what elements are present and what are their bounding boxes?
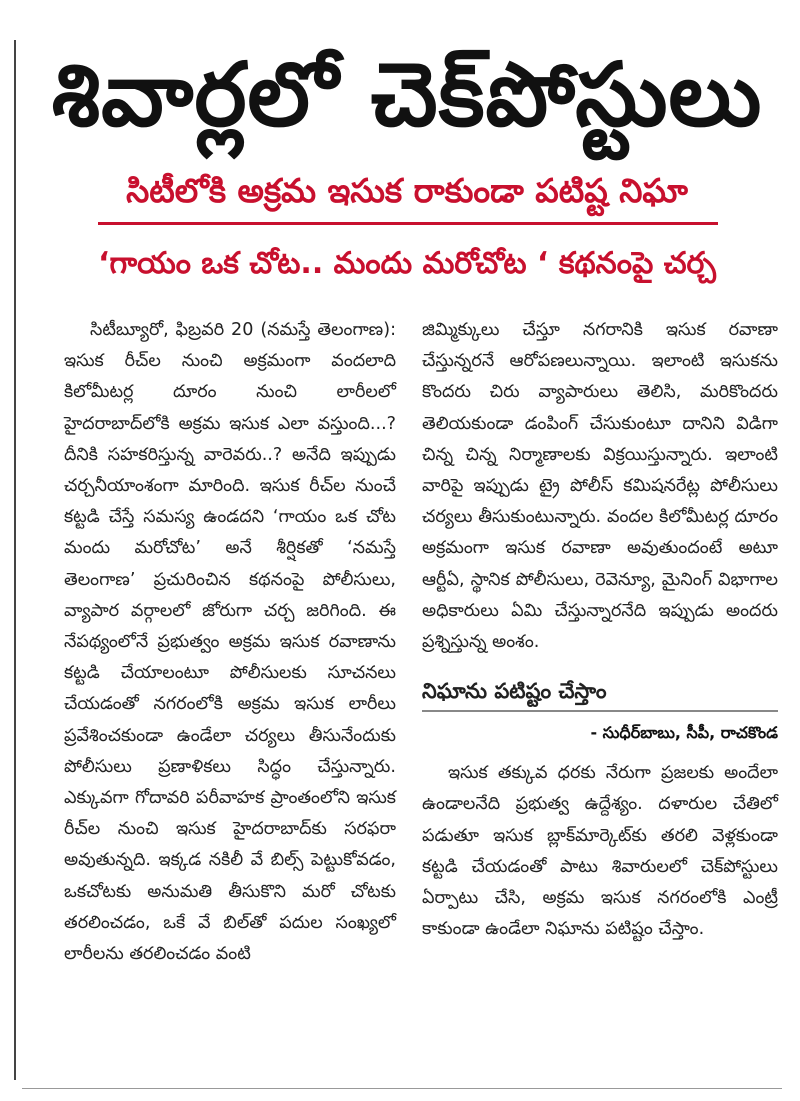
quote-heading: నిఘాను పటిష్టం చేస్తాం <box>422 679 607 704</box>
subheadline: సిటీలోకి అక్రమ ఇసుక రాకుండా పటిష్ట నిఘా <box>126 171 688 210</box>
quote-byline: - సుధీర్‌బాబు, సీపీ, రాచకొండ <box>590 723 778 743</box>
quote-paragraph: ఇసుక తక్కువ ధరకు నేరుగా ప్రజలకు అందేలా ఉండాలనేది ప్రభుత్వ ఉద్దేశ్యం. దళారుల చేతిలో పడుతూ ఇసుక బ్లాక్‌మార్కెట్‌కు తరలి వెళ్లకుండా కట్టడి చేయడంతో పాటు శివారులలో చెక్‌పోస్టులు ఏర్పాటు చేసి, అక్రమ ఇసుక నగరంలోకి ఎంట్రీ కాకుండా ఉండేలా నిఘాను పటిష్టం చేస్తాం. <box>422 763 778 940</box>
quote-heading-rule <box>422 710 778 712</box>
body-column-left <box>64 315 396 970</box>
body-paragraph-right: జిమ్మిక్కులు చేస్తూ నగరానికి ఇసుక రవాణా చేస్తున్నరనే ఆరోపణలున్నాయి. ఇలాంటి ఇసుకను కొందరు చిరు వ్యాపారులు తెలిసి, మరికొందరు తెలియకుండా డంపింగ్ చేసుకుంటూ దానిని విడిగా చిన్న చిన్న నిర్మాణాలకు విక్రయిస్తున్నారు. ఇలాంటి వారిపై ఇప్పుడు ట్రై పోలీస్ కమిషనరేట్ల పోలీసులు చర్యలు తీసుకుంటున్నారు. వందల కిలోమీటర్ల దూరం అక్రమంగా ఇసుక రవాణా అవుతుందంటే అటూ ఆర్టీఏ, స్థానిక పోలీసులు, రెవెన్యూ, మైనింగ్ విభాగాల అధికారులు ఏమి చేస్తున్నారనేది ఇప్పుడు అందరు ప్రశ్నిస్తున్న అంశం. <box>422 320 778 653</box>
headline: శివార్లలో చెక్‌పోస్టులు <box>51 43 763 146</box>
bottom-rule <box>22 1088 782 1089</box>
deck: ‘గాయం ఒక చోట.. మందు మరోచోట ‘ కథనంపై చర్చ <box>98 246 716 281</box>
body-column-right <box>422 315 778 945</box>
left-column-rule <box>14 40 16 1080</box>
body-paragraph-left: సిటీబ్యూరో, ఫిబ్రవరి 20 (నమస్తే తెలంగాణ): ఇసుక రీచ్‌ల నుంచి అక్రమంగా వందలాది కిలోమీటర్ల దూరం నుంచి లారీలలో హైదరాబాద్‌లోకి అక్రమ ఇసుక ఎలా వస్తుంది...? దీనికి సహకరిస్తున్న వారెవరు..? అనేది ఇప్పుడు చర్చనీయాంశంగా మారింది. ఇసుక రీచ్‌ల నుంచే కట్టడి చేస్తే సమస్య ఉండదని ‘గాయం ఒక చోట మందు మరోచోట’ అనే శీర్షికతో ‘నమస్తే తెలంగాణ’ ప్రచురించిన కథనంపై పోలీసులు, వ్యాపార వర్గాలలో జోరుగా చర్చ జరిగింది. ఈ నేపథ్యంలోనే ప్రభుత్వం అక్రమ ఇసుక రవాణాను కట్టడి చేయాలంటూ పోలీసులకు సూచనలు చేయడంతో నగరంలోకి అక్రమ ఇసుక లారీలు ప్రవేశించకుండా ఉండేలా చర్యలు తీసునేందుకు పోలీసులు ప్రణాళికలు సిద్ధం చేస్తున్నారు. ఎక్కువగా గోదావరి పరీవాహక ప్రాంతంలోని ఇసుక రీచ్‌ల నుంచి ఇసుక హైదరాబాద్‌కు సరఫరా అవుతున్నది. ఇక్కడ నకిలీ వే బిల్స్ పెట్టుకోవడం, ఒకచోటకు అనుమతి తీసుకొని మరో చోటకు తరలించడం, ఒకే వే బిల్‌తో పదుల సంఖ్యలో లారీలను తరలించడం వంటి <box>64 320 396 965</box>
subheadline-underline <box>98 222 718 225</box>
